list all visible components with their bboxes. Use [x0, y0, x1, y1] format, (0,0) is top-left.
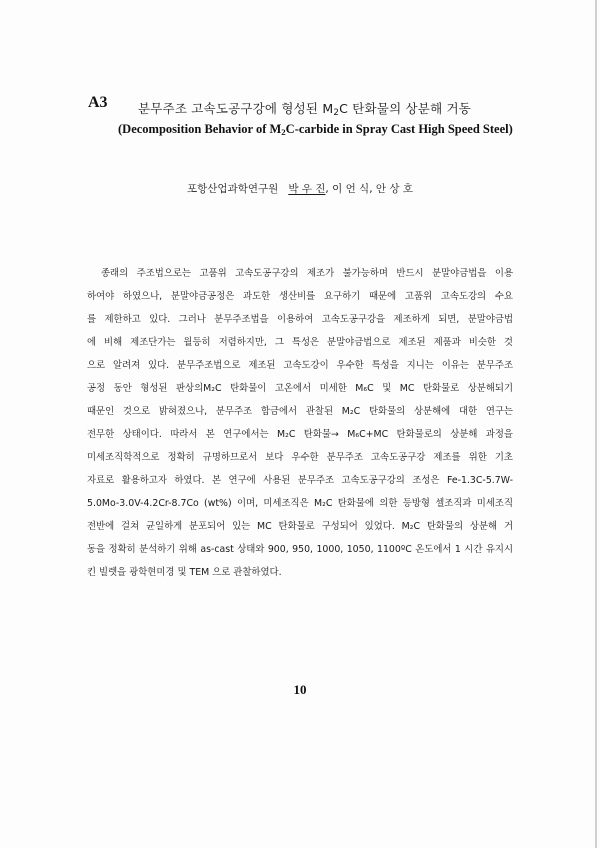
abstract-line: 킨 빌렛을 광학현미경 및 TEM 으로 관찰하였다. [87, 567, 282, 578]
abstract-line: 5.0Mo-3.0V-4.2Cr-8.7Co (wt%) 이며, 미세조직은 M₂C 탄화물에 의한 등방형 셀조직과 미세조직 [87, 498, 513, 509]
korean-title-part1: 분무주조 고속도공구강에 형성된 M [138, 101, 334, 116]
korean-title-part2: C 탄화물의 상분해 거동 [339, 101, 472, 116]
abstract-line: 전무한 상태이다. 따라서 본 연구에서는 M₂C 탄화물→ M₆C+MC 탄화물로의 상분해 과정을 [87, 429, 513, 440]
abstract-line: 하여야 하였으나, 분말야금공정은 과도한 생산비를 요구하기 때문에 고품위 고속도강의 수요 [87, 291, 513, 302]
abstract-line: 미세조직학적으로 정확히 규명하므로서 보다 우수한 분무주조 고속도공구강 제조를 위한 기초 [87, 452, 513, 463]
english-title-part1: (Decomposition Behavior of M [118, 122, 282, 136]
abstract-line: 종래의 주조법으로는 고품위 고속도공구강의 제조가 불가능하며 반드시 분말야금법을 이용 [101, 268, 513, 279]
abstract-body [87, 262, 513, 584]
paper-code: A3 [88, 94, 108, 111]
page-number: 10 [293, 682, 307, 697]
abstract-line: 동을 정확히 분석하기 위해 as-cast 상태와 900, 950, 1000, 1050, 1100ºC 온도에서 1 시간 유지시 [87, 544, 513, 555]
affiliation: 포항산업과학연구원 [187, 183, 279, 195]
co-authors: , 이 언 식, 안 상 호 [325, 183, 413, 195]
abstract-line: 전반에 걸쳐 균일하게 분포되어 있는 MC 탄화물로 구성되어 있었다. M₂C 탄화물의 상분해 거 [87, 521, 513, 532]
presenting-author: 박 우 진 [288, 183, 326, 195]
abstract-line: 으로 알려져 있다. 분무주조법으로 제조된 고속도강이 우수한 특성을 지니는 이유는 분무주조 [87, 360, 513, 371]
korean-title-subscript: 2 [333, 107, 340, 118]
abstract-line: 공정 동안 형성된 판상의M₂C 탄화물이 고온에서 미세한 M₆C 및 MC 탄화물로 상분해되기 [87, 383, 513, 394]
author-line [0, 181, 600, 196]
abstract-line: 때문인 것으로 밝혀졌으나, 분무주조 합금에서 관찰된 M₂C 탄화물의 상분해에 대한 연구는 [87, 406, 513, 417]
abstract-line: 를 제한하고 있다. 그러나 분무주조법을 이용하여 고속도공구강을 제조하게 되면, 분말야금법 [87, 314, 513, 325]
english-title-part2: C-carbide in Spray Cast High Speed Steel) [285, 122, 513, 136]
english-title-subscript: 2 [281, 126, 286, 137]
abstract-line: 에 비해 제조단가는 월등히 저렴하지만, 그 특성은 분말야금법으로 제조된 제품과 비슷한 것 [87, 337, 513, 348]
korean-title [138, 99, 488, 117]
english-title [118, 122, 513, 137]
abstract-line: 자료로 활용하고자 하였다. 본 연구에 사용된 분무주조 고속도공구강의 조성은 Fe-1.3C-5.7W- [87, 475, 513, 486]
page-edge [595, 0, 597, 848]
